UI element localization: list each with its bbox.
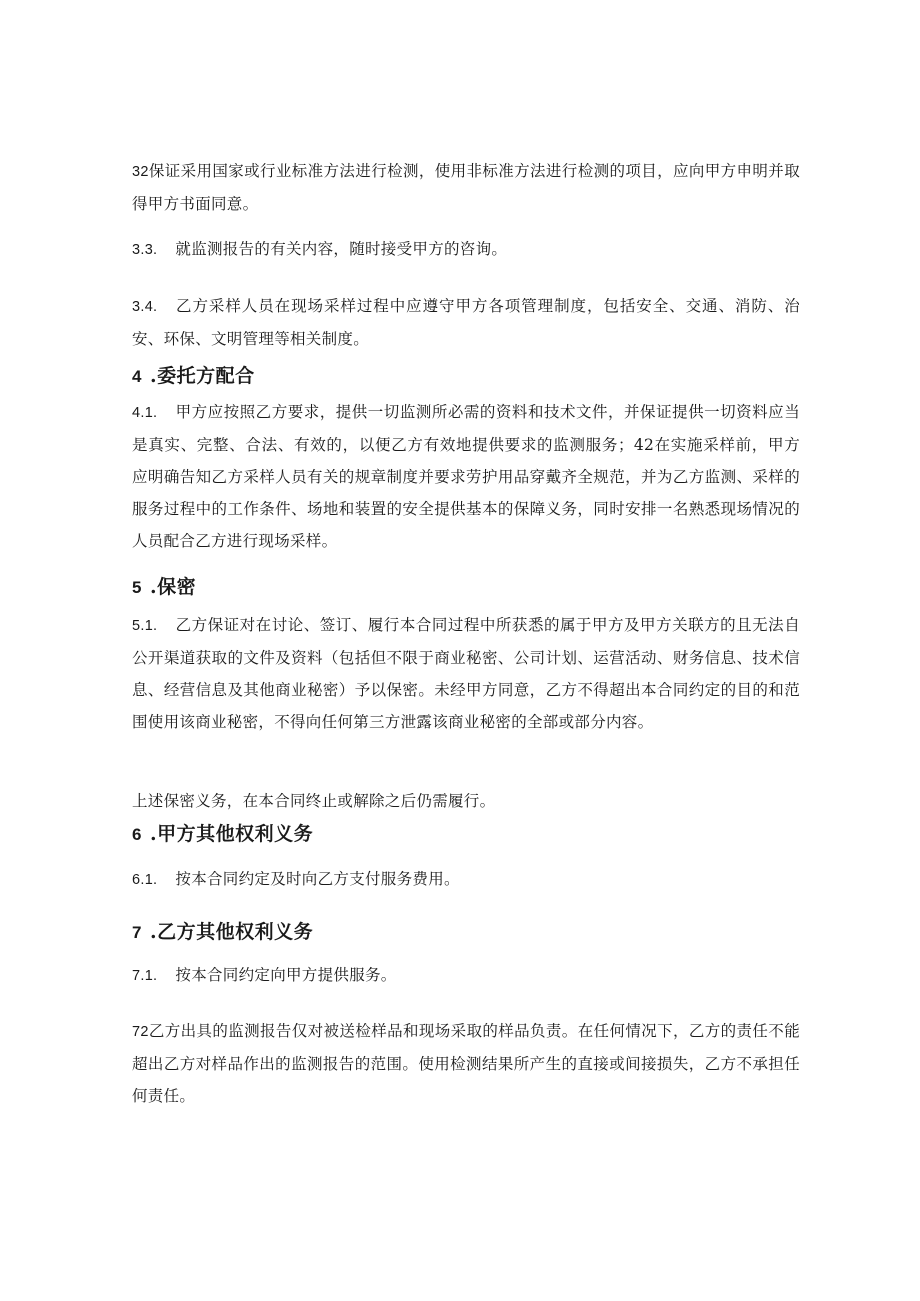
- clause-text: 保证采用国家或行业标准方法进行检测，使用非标准方法进行检测的项目，应向甲方申明并取得甲方书面同意。: [132, 162, 800, 213]
- clause-text: 乙方采样人员在现场采样过程中应遵守甲方各项管理制度，包括安全、交通、消防、治安、环保、文明管理等相关制度。: [132, 297, 800, 348]
- clause-text: 按本合同约定向甲方提供服务。: [175, 966, 397, 984]
- clause-text: 按本合同约定及时向乙方支付服务费用。: [175, 870, 460, 888]
- heading-text: .保密: [149, 576, 197, 598]
- clause-text: 甲方应按照乙方要求，提供一切监测所必需的资料和技术文件，并保证提供一切资料应当是真实、完整、合法、有效的，以便乙方有效地提供要求的监测服务；42在实施采样前，甲方应明确告知乙方采样人员有关的规章制度并要求劳护用品穿戴齐全规范，并为乙方监测、采样的服务过程中的工作条件、场地和装置的安全提供基本的保障义务，同时安排一名熟悉现场情况的人员配合乙方进行现场采样。: [132, 403, 800, 550]
- heading-number: 7: [132, 923, 142, 942]
- clause-5-1: [132, 609, 800, 738]
- clause-number: 3.3.: [132, 242, 158, 258]
- confidentiality-note: [132, 785, 800, 817]
- clause-3-4: [132, 290, 800, 355]
- clause-6-1: [132, 863, 800, 896]
- heading-number: 4: [132, 367, 142, 386]
- clause-text: 乙方保证对在讨论、签订、履行本合同过程中所获悉的属于甲方及甲方关联方的且无法自公开渠道获取的文件及资料（包括但不限于商业秘密、公司计划、运营活动、财务信息、技术信息、经营信息及其他商业秘密）予以保密。未经甲方同意，乙方不得超出本合同约定的目的和范围使用该商业秘密，不得向任何第三方泄露该商业秘密的全部或部分内容。: [132, 616, 800, 731]
- clause-text: 上述保密义务，在本合同终止或解除之后仍需履行。: [132, 792, 496, 810]
- section-heading-6: [132, 820, 800, 849]
- clause-number: 7.1.: [132, 968, 158, 984]
- clause-number: 6.1.: [132, 872, 158, 888]
- heading-number: 5: [132, 578, 142, 597]
- clause-3-3: [132, 233, 800, 266]
- clause-7-2: [132, 1015, 800, 1112]
- clause-4-1: [132, 396, 800, 557]
- clause-7-1: [132, 959, 800, 992]
- heading-number: 6: [132, 825, 142, 844]
- clause-text: 乙方出具的监测报告仅对被送检样品和现场采取的样品负责。在任何情况下，乙方的责任不能超出乙方对样品作出的监测报告的范围。使用检测结果所产生的直接或间接损失，乙方不承担任何责任。: [132, 1022, 800, 1105]
- heading-text: .乙方其他权利义务: [149, 921, 314, 943]
- clause-text: 就监测报告的有关内容，随时接受甲方的咨询。: [175, 240, 508, 258]
- clause-number: 5.1.: [132, 618, 158, 634]
- section-heading-5: [132, 573, 800, 602]
- clause-number: 72: [132, 1024, 149, 1040]
- clause-number: 3.4.: [132, 299, 158, 315]
- section-heading-4: [132, 362, 800, 391]
- clause-3-2: [132, 155, 800, 220]
- heading-text: .甲方其他权利义务: [149, 823, 314, 845]
- section-heading-7: [132, 918, 800, 947]
- clause-number: 4.1.: [132, 405, 158, 421]
- clause-number: 32: [132, 164, 149, 180]
- heading-text: .委托方配合: [149, 365, 255, 387]
